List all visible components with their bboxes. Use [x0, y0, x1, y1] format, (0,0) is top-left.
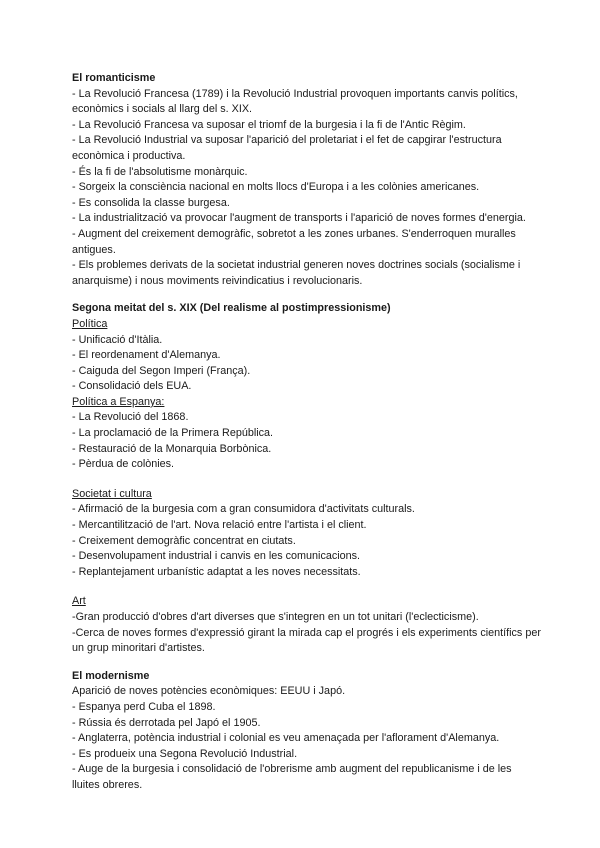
list-item: - Els problemes derivats de la societat industrial generen noves doctrines socials (socialisme i anarquisme) i nous moviments reivindicatius i revolucionaris. [72, 259, 521, 287]
list-item: - Afirmació de la burgesia com a gran consumidora d'activitats culturals. [72, 503, 415, 516]
subheading-art: Art [72, 595, 86, 608]
list-item: - Restauració de la Monarquia Borbònica. [72, 442, 272, 455]
section-modernism [72, 669, 542, 794]
list-item: - Mercantilització de l'art. Nova relació entre l'artista i el client. [72, 519, 367, 532]
list-item: - La Revolució Francesa va suposar el triomf de la burgesia i la fi de l'Antic Règim. [72, 118, 466, 131]
list-item: - La industrialització va provocar l'augment de transports i l'aparició de noves formes d'energia. [72, 212, 526, 225]
list-item: - La Revolució del 1868. [72, 411, 189, 424]
section-title: El romanticisme [72, 72, 156, 84]
list-item: - La proclamació de la Primera República. [72, 427, 274, 440]
list-item: - És la fi de l'absolutisme monàrquic. [72, 165, 248, 178]
bullet-list [72, 700, 542, 794]
list-item: -Cerca de noves formes d'expressió girant la mirada cap el progrés i els experiments científics per un grup minoritari d'artistes. [72, 626, 541, 655]
list-item: - Es produeix una Segona Revolució Industrial. [72, 747, 298, 760]
list-item: - Caiguda del Segon Imperi (França). [72, 364, 251, 377]
list-item: - Rússia és derrotada pel Japó el 1905. [72, 716, 261, 729]
list-item: - La Revolució Industrial va suposar l'aparició del proletariat i el fet de capgirar l'estructura econòmica i productiva. [72, 134, 502, 162]
list-item: - Creixement demogràfic concentrat en ciutats. [72, 534, 296, 547]
list-item: - Augment del creixement demogràfic, sobretot a les zones urbanes. S'enderroquen muralles antigues. [72, 227, 516, 256]
bullet-list [72, 410, 542, 472]
list-item: - El reordenament d'Alemanya. [72, 349, 221, 362]
document-content [72, 71, 542, 794]
bullet-list [72, 333, 542, 395]
bullet-list [72, 87, 542, 290]
list-item: - Desenvolupament industrial i canvis en les comunicacions. [72, 550, 361, 563]
bullet-list [72, 610, 542, 657]
section-intro: Aparició de noves potències econòmiques: EEUU i Japó. [72, 685, 346, 698]
section-title: El modernisme [72, 669, 150, 682]
section-second-half [72, 301, 542, 656]
subheading-politics: Política [72, 317, 108, 330]
list-item: - La Revolució Francesa (1789) i la Revolució Industrial provoquen importants canvis polítics, econòmics i socials al llarg del s. XIX. [72, 87, 518, 116]
subheading-politics-spain: Política a Espanya: [72, 395, 165, 408]
list-item: - Espanya perd Cuba el 1898. [72, 700, 216, 713]
list-item: - Unificació d'Itàlia. [72, 333, 163, 346]
section-title: Segona meitat del s. XIX (Del realisme al postimpressionisme) [72, 302, 391, 315]
list-item: - Consolidació dels EUA. [72, 380, 192, 393]
list-item: - Sorgeix la consciència nacional en molts llocs d'Europa i a les colònies americanes. [72, 181, 480, 194]
subheading-society: Societat i cultura [72, 487, 152, 500]
list-item: -Gran producció d'obres d'art diverses que s'integren en un tot unitari (l'eclecticisme). [72, 611, 479, 623]
list-item: - Replantejament urbanístic adaptat a les noves necessitats. [72, 565, 361, 578]
list-item: - Pèrdua de colònies. [72, 458, 175, 471]
list-item: - Es consolida la classe burgesa. [72, 196, 230, 209]
section-romanticism [72, 71, 542, 289]
bullet-list [72, 502, 542, 580]
list-item: - Anglaterra, potència industrial i colonial es veu amenaçada per l'aflorament d'Alemanya. [72, 732, 500, 745]
list-item: - Auge de la burgesia i consolidació de l'obrerisme amb augment del republicanisme i de les lluites obreres. [72, 763, 512, 791]
